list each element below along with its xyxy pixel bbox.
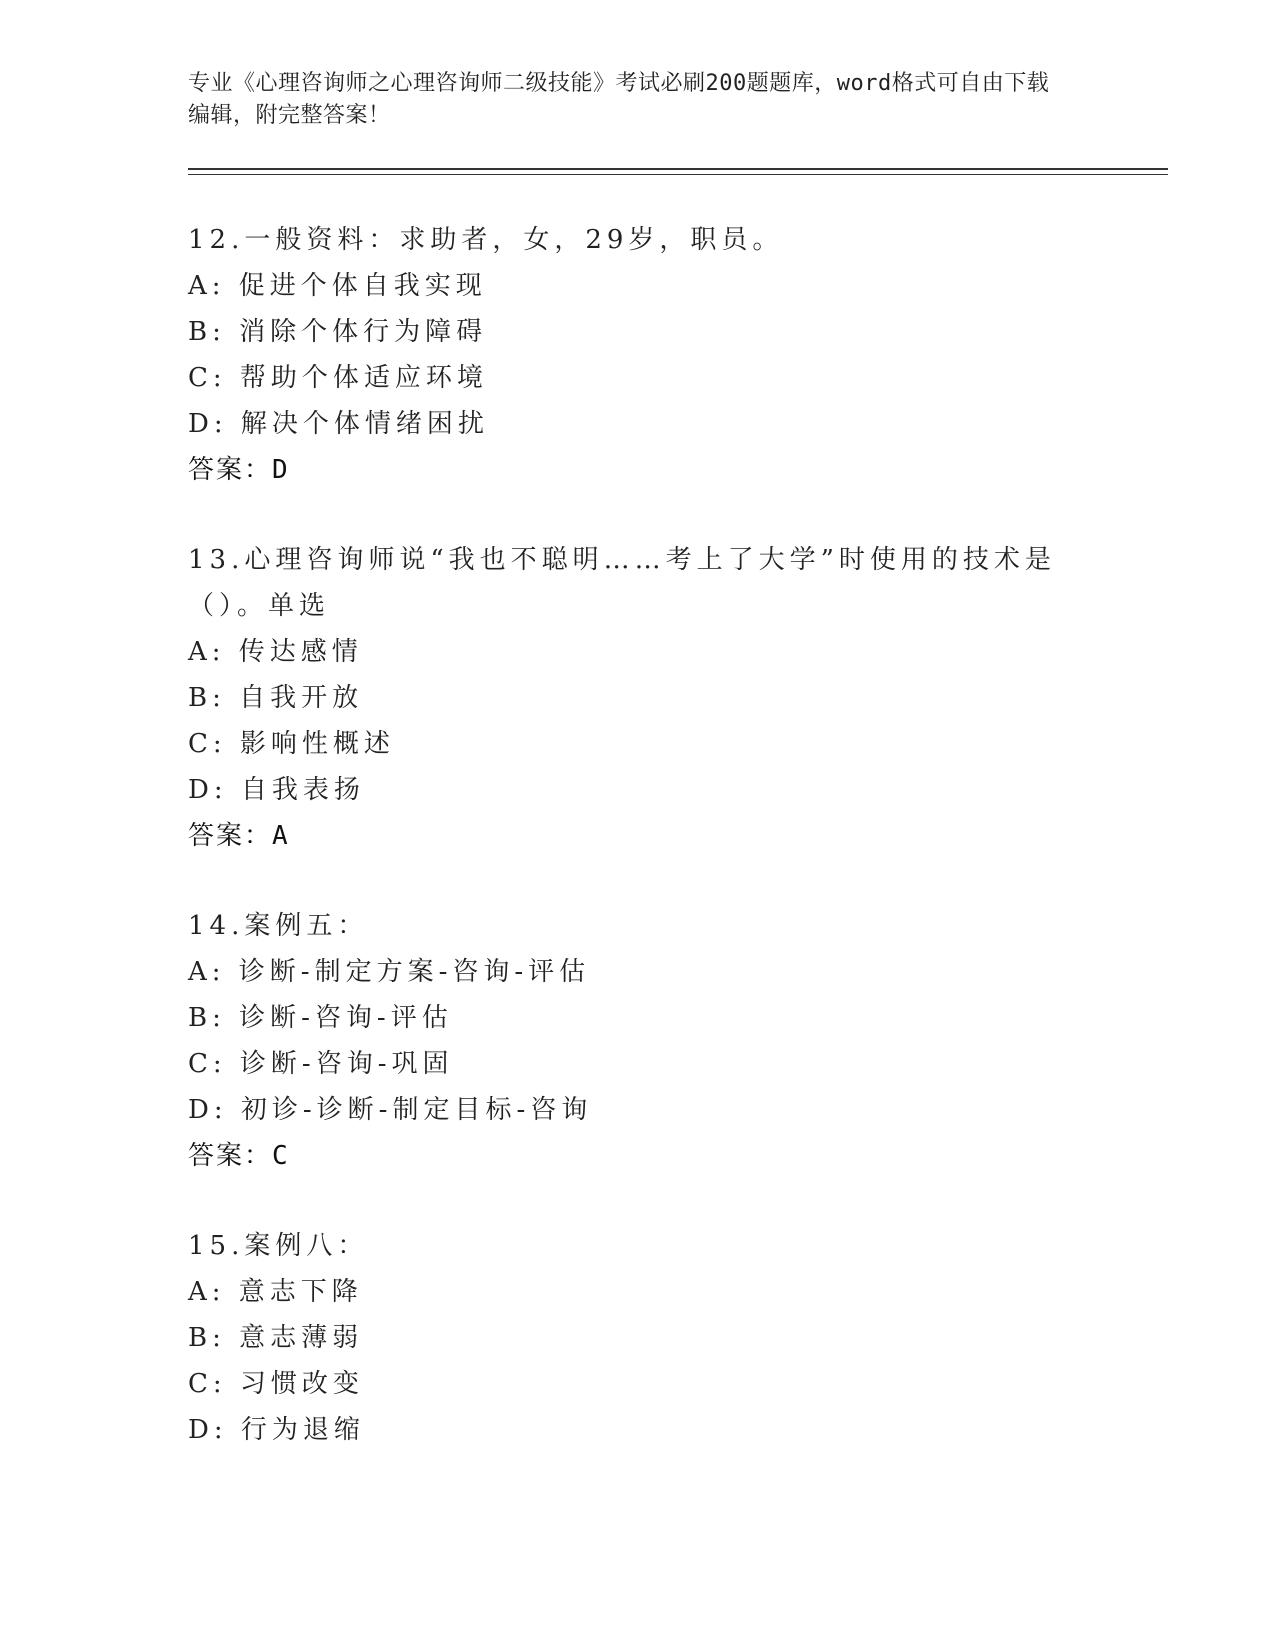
option-b: B: 诊断-咨询-评估 <box>188 1003 453 1033</box>
option-d: D: 解决个体情绪困扰 <box>188 409 489 439</box>
document-intro: 专业《心理咨询师之心理咨询师二级技能》考试必刷200题题库，word格式可自由下载编辑，附完整答案！ <box>188 71 1050 128</box>
question-list <box>188 217 1168 1453</box>
answer-value: C <box>272 1141 290 1171</box>
question-stem: 14.案例五： <box>188 911 369 941</box>
answer-value: D <box>272 455 290 485</box>
answer-line <box>188 447 1168 493</box>
question-stem: 12.一般资料：求助者，女，29岁，职员。 <box>188 225 784 255</box>
option-a: A: 意志下降 <box>188 1277 363 1307</box>
option-a: A: 传达感情 <box>188 637 363 667</box>
option-c: C: 影响性概述 <box>188 729 395 759</box>
answer-line <box>188 813 1168 859</box>
option-a: A: 促进个体自我实现 <box>188 271 487 301</box>
document-page <box>188 68 1168 1497</box>
question-13 <box>188 537 1168 859</box>
option-a: A: 诊断-制定方案-咨询-评估 <box>188 957 591 987</box>
answer-line <box>188 1133 1168 1179</box>
answer-label: 答案： <box>188 1141 273 1171</box>
option-b: B: 消除个体行为障碍 <box>188 317 488 347</box>
option-c: C: 习惯改变 <box>188 1369 364 1399</box>
option-d: D: 初诊-诊断-制定目标-咨询 <box>188 1095 593 1125</box>
answer-label: 答案： <box>188 455 273 485</box>
question-12 <box>188 217 1168 493</box>
question-15 <box>188 1223 1168 1453</box>
answer-value: A <box>272 821 290 851</box>
question-stem: 13.心理咨询师说“我也不聪明……考上了大学”时使用的技术是（）。单选 <box>188 545 1056 621</box>
header-divider <box>188 168 1168 175</box>
option-b: B: 自我开放 <box>188 683 364 713</box>
question-14 <box>188 903 1168 1179</box>
option-d: D: 自我表扬 <box>188 775 365 805</box>
option-c: C: 帮助个体适应环境 <box>188 363 488 393</box>
option-b: B: 意志薄弱 <box>188 1323 364 1353</box>
option-c: C: 诊断-咨询-巩固 <box>188 1049 454 1079</box>
question-stem: 15.案例八： <box>188 1231 369 1261</box>
answer-label: 答案： <box>188 821 273 851</box>
option-d: D: 行为退缩 <box>188 1415 365 1445</box>
